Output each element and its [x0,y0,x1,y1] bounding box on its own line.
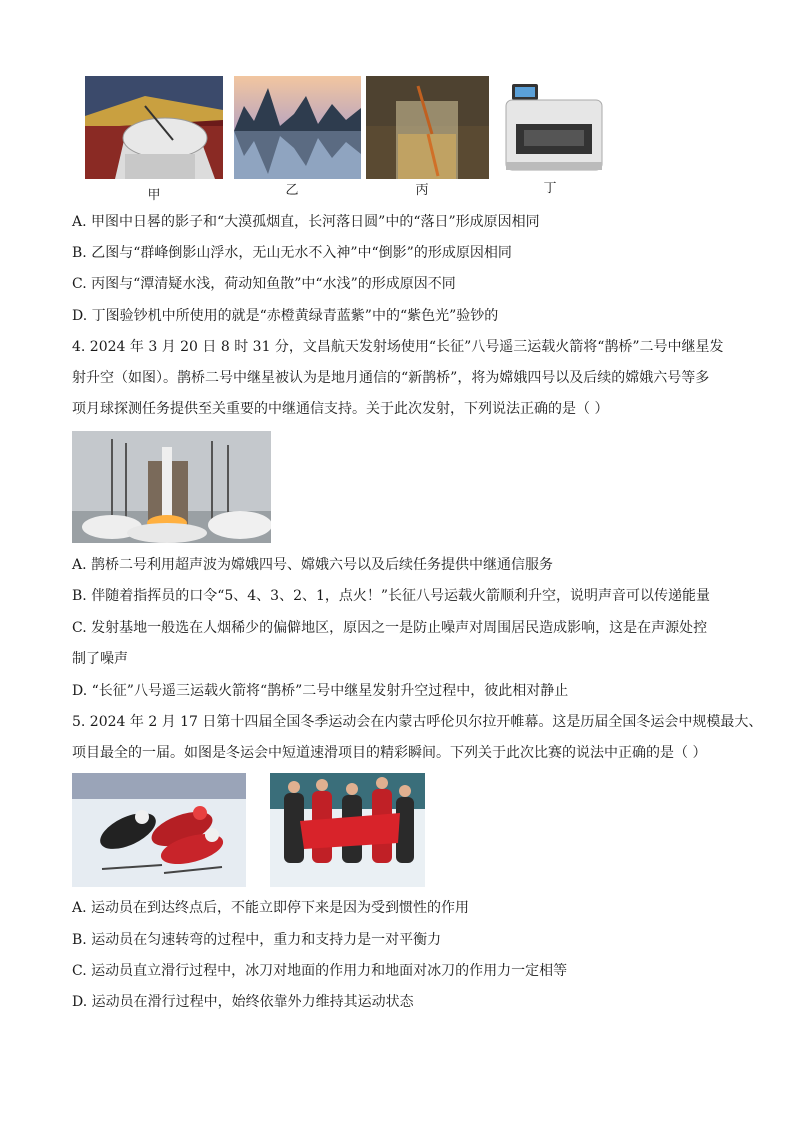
caption-yi: 乙 [285,183,299,198]
q5-option-b: B. 运动员在匀速转弯的过程中，重力和支持力是一对平衡力 [72,932,442,948]
q4-option-a: A. 鹊桥二号利用超声波为嫦娥四号、嫦娥六号以及后续任务提供中继通信服务 [72,557,554,573]
q4-option-c: C. 发射基地一般选在人烟稀少的偏僻地区，原因之一是防止噪声对周围居民造成影响，这是在声源处控 [72,620,708,636]
q3-option-b: B. 乙图与“群峰倒影山浮水，无山无水不入神”中“倒影”的形成原因相同 [72,245,512,261]
q4-option-d: D. “长征”八号遥三运载火箭将“鹊桥”二号中继星发射升空过程中，彼此相对静止 [72,683,569,699]
rocket-launch-photo [72,431,271,543]
caption-ding: 丁 [543,181,557,196]
team-celebration-photo [270,773,425,887]
glass-with-straw-photo [366,76,489,179]
q4-stem-line-3: 项月球探测任务提供至关重要的中继通信支持。关于此次发射，下列说法正确的是（ ） [72,401,609,417]
q5-option-d: D. 运动员在滑行过程中，始终依靠外力维持其运动状态 [72,994,414,1010]
q5-stem-line-1: 5. 2024 年 2 月 17 日第十四届全国冬季运动会在内蒙古呼伦贝尔拉开帷幕。这是历届全国冬运会中规模最大、 [72,714,763,730]
q4-option-b: B. 伴随着指挥员的口令“5、4、3、2、1，点火！”长征八号运载火箭顺利升空，说明声音可以传递能量 [72,588,711,604]
q5-option-a: A. 运动员在到达终点后，不能立即停下来是因为受到惯性的作用 [72,900,470,916]
q5-option-c: C. 运动员直立滑行过程中，冰刀对地面的作用力和地面对冰刀的作用力一定相等 [72,963,568,979]
speed-skating-race-photo [72,773,246,887]
sundial-photo [85,76,223,179]
q3-option-a: A. 甲图中日晷的影子和“大漠孤烟直，长河落日圆”中的“落日”形成原因相同 [72,214,540,230]
q3-option-c: C. 丙图与“潭清疑水浅，荷动知鱼散”中“水浅”的形成原因不同 [72,276,456,292]
q4-stem-line-2: 射升空（如图）。鹊桥二号中继星被认为是地月通信的“新鹊桥”，将为嫦娥四号以及后续的嫦娥六号等多 [72,370,710,386]
q5-stem-line-2: 项目最全的一届。如图是冬运会中短道速滑项目的精彩瞬间。下列关于此次比赛的说法中正确的是（ ） [72,745,707,761]
caption-bing: 丙 [415,183,429,198]
q4-option-c-cont: 制了噪声 [72,651,128,667]
q3-option-d: D. 丁图验钞机中所使用的就是“赤橙黄绿青蓝紫”中的“紫色光”验钞的 [72,308,499,324]
caption-jia: 甲 [147,188,161,203]
mountain-reflection-photo [234,76,361,179]
q4-stem-line-1: 4. 2024 年 3 月 20 日 8 时 31 分，文昌航天发射场使用“长征”八号遥三运载火箭将“鹊桥”二号中继星发 [72,339,724,355]
counterfeit-detector-photo [498,76,608,179]
